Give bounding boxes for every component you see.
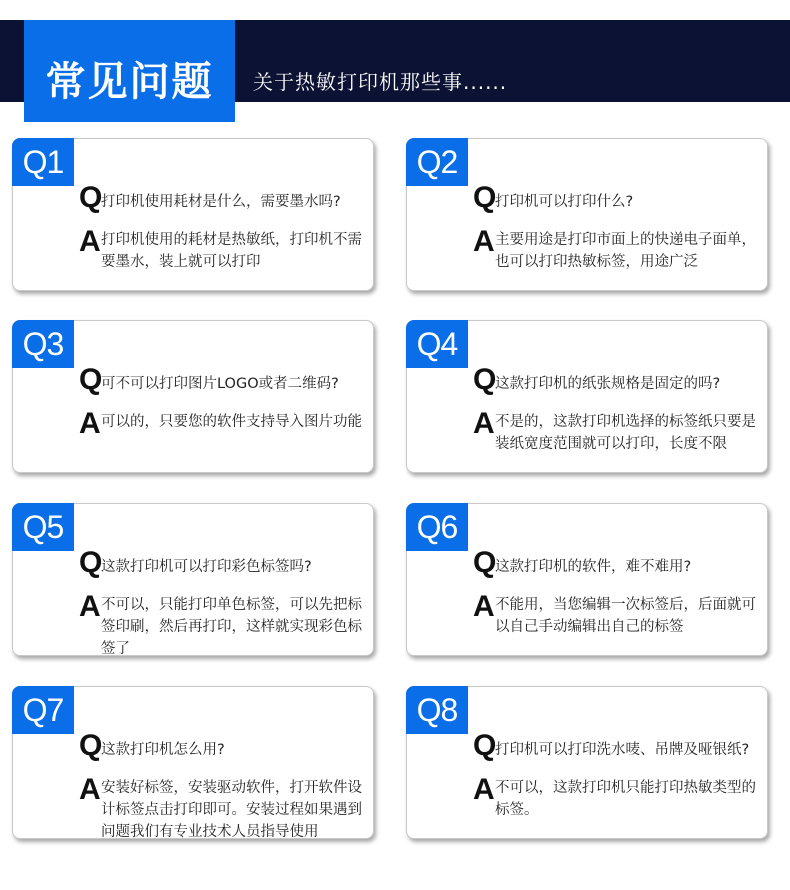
- answer-marker: A: [473, 225, 495, 258]
- answer-text: 不可以，这款打印机只能打印热敏类型的标签。: [495, 780, 756, 818]
- answer-marker: A: [473, 590, 495, 623]
- faq-card-5: [12, 503, 374, 656]
- answer-row: [79, 227, 365, 273]
- answer-marker: A: [79, 590, 101, 623]
- faq-badge: Q4: [406, 320, 468, 368]
- faq-card-4: [406, 320, 768, 473]
- answer-row: [473, 775, 759, 821]
- faq-badge: Q2: [406, 138, 468, 186]
- answer-text: 可以的，只要您的软件支持导入图片功能: [101, 414, 362, 430]
- answer-marker: A: [79, 225, 101, 258]
- question-text: 打印机可以打印洗水唛、吊牌及哑银纸?: [495, 742, 750, 758]
- question-row: [473, 183, 759, 213]
- question-marker: Q: [79, 363, 103, 396]
- answer-text: 不是的，这款打印机选择的标签纸只要是装纸宽度范围就可以打印，长度不限: [495, 414, 756, 452]
- question-row: [473, 548, 759, 578]
- question-row: [473, 365, 759, 395]
- question-marker: Q: [473, 729, 497, 762]
- faq-card-3: [12, 320, 374, 473]
- page-title: 常见问题: [45, 58, 214, 105]
- answer-text: 不能用，当您编辑一次标签后，后面就可以自己手动编辑出自己的标签: [495, 597, 756, 635]
- answer-row: [79, 592, 365, 660]
- faq-badge: Q7: [12, 686, 74, 734]
- answer-row: [79, 775, 365, 843]
- faq-badge: Q1: [12, 138, 74, 186]
- answer-text: 不可以，只能打印单色标签，可以先把标签印刷，然后再打印，这样就实现彩色标签了: [101, 597, 362, 657]
- answer-row: [473, 409, 759, 455]
- question-text: 可不可以打印图片LOGO或者二维码?: [101, 376, 339, 392]
- answer-text: 主要用途是打印市面上的快递电子面单，也可以打印热敏标签，用途广泛: [495, 232, 756, 270]
- answer-text: 打印机使用的耗材是热敏纸，打印机不需要墨水，装上就可以打印: [101, 232, 362, 270]
- question-text: 打印机使用耗材是什么，需要墨水吗?: [101, 194, 341, 210]
- question-row: [79, 365, 365, 395]
- question-text: 打印机可以打印什么?: [495, 194, 634, 210]
- answer-marker: A: [473, 773, 495, 806]
- question-text: 这款打印机的软件，难不难用?: [495, 559, 692, 575]
- question-text: 这款打印机可以打印彩色标签吗?: [101, 559, 312, 575]
- question-marker: Q: [473, 181, 497, 214]
- question-marker: Q: [473, 363, 497, 396]
- header-title-box: [24, 20, 235, 122]
- question-marker: Q: [473, 546, 497, 579]
- faq-badge: Q8: [406, 686, 468, 734]
- answer-row: [473, 227, 759, 273]
- page-subtitle: 关于热敏打印机那些事......: [253, 70, 508, 94]
- question-row: [79, 731, 365, 761]
- question-text: 这款打印机的纸张规格是固定的吗?: [495, 376, 721, 392]
- question-row: [79, 183, 365, 213]
- question-marker: Q: [79, 729, 103, 762]
- faq-badge: Q5: [12, 503, 74, 551]
- answer-marker: A: [473, 407, 495, 440]
- question-marker: Q: [79, 181, 103, 214]
- question-text: 这款打印机怎么用?: [101, 742, 225, 758]
- answer-row: [79, 409, 365, 439]
- question-row: [473, 731, 759, 761]
- faq-badge: Q3: [12, 320, 74, 368]
- question-row: [79, 548, 365, 578]
- faq-card-2: [406, 138, 768, 291]
- header-banner: [0, 20, 790, 105]
- answer-row: [473, 592, 759, 638]
- faq-card-8: [406, 686, 768, 839]
- faq-card-7: [12, 686, 374, 839]
- answer-marker: A: [79, 407, 101, 440]
- faq-badge: Q6: [406, 503, 468, 551]
- faq-card-6: [406, 503, 768, 656]
- answer-marker: A: [79, 773, 101, 806]
- question-marker: Q: [79, 546, 103, 579]
- answer-text: 安装好标签，安装驱动软件，打开软件设计标签点击打印即可。安装过程如果遇到问题我们有专业技术人员指导使用: [101, 780, 362, 840]
- faq-card-1: [12, 138, 374, 291]
